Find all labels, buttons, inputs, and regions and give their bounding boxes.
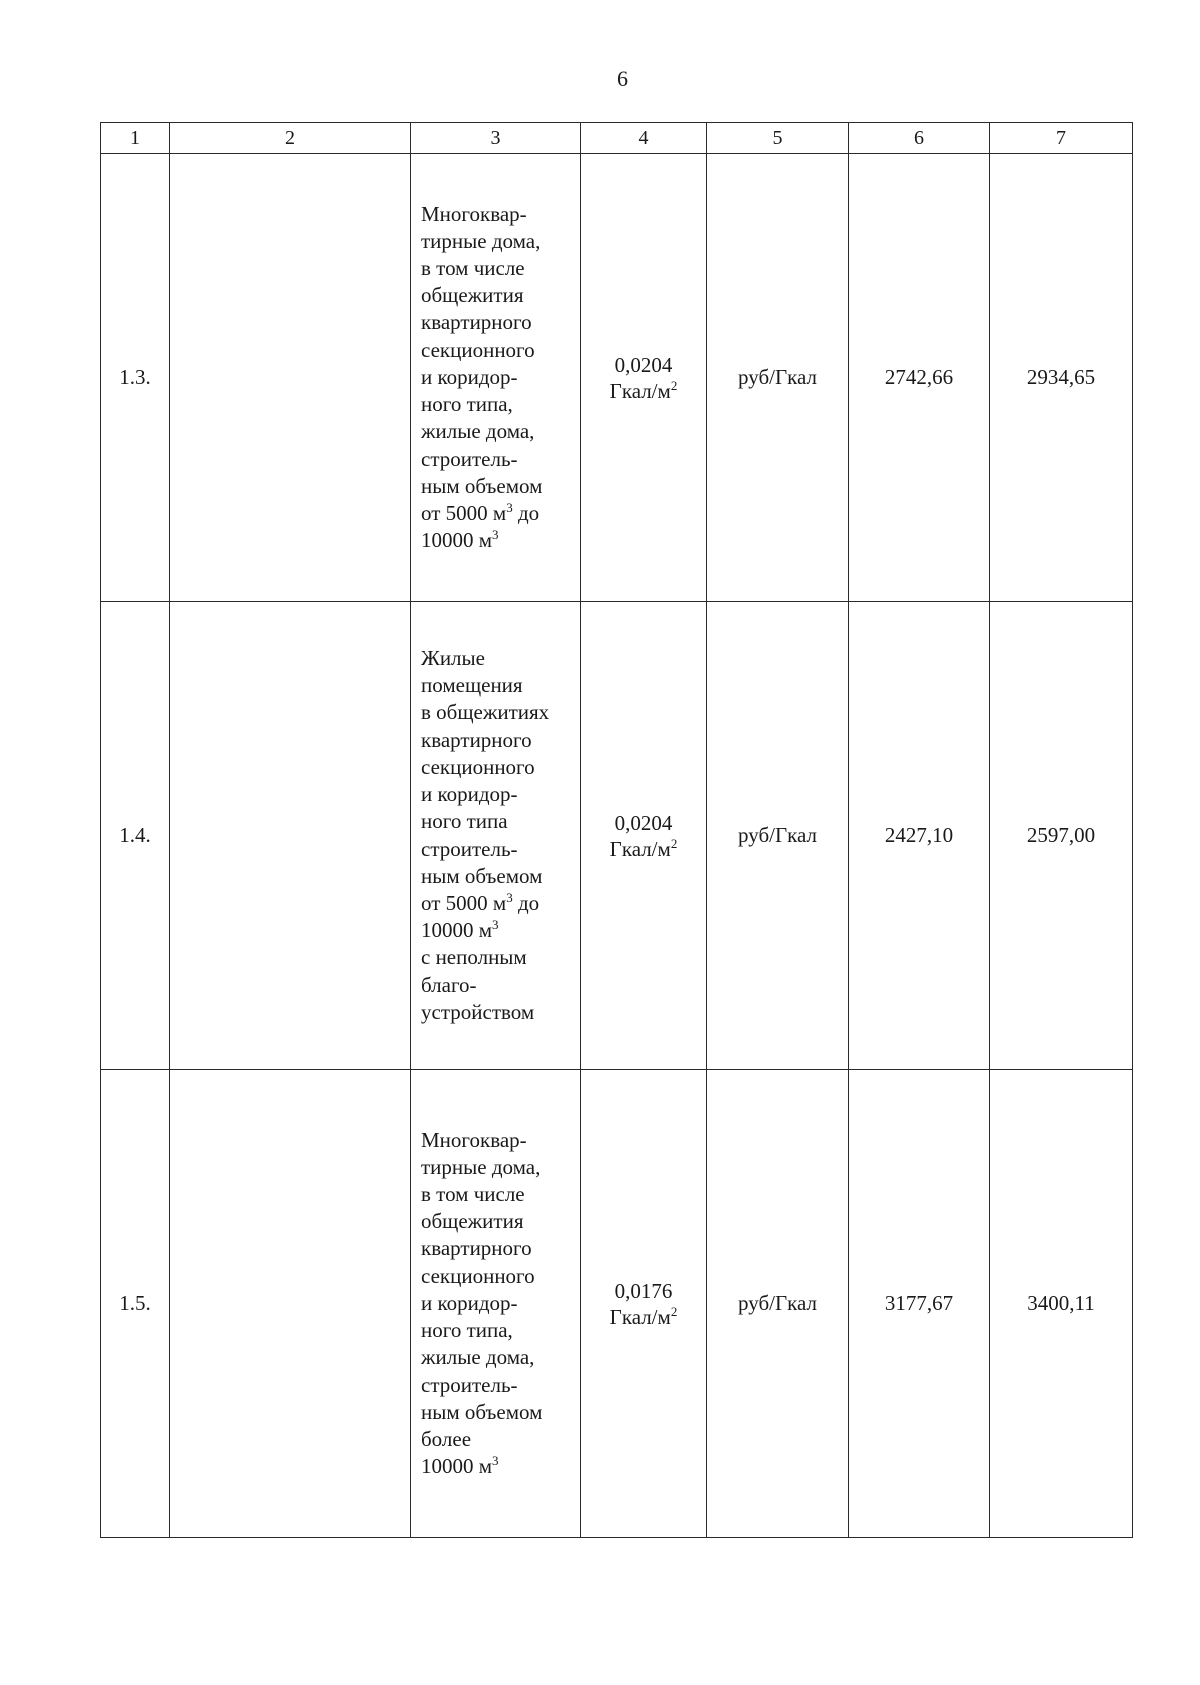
row-unit: руб/Гкал (707, 1070, 849, 1538)
description-line: Многоквар- (421, 201, 527, 226)
row-price-b: 2597,00 (990, 602, 1133, 1070)
description-line: квартирного (421, 727, 532, 752)
description-line: 10000 $м^3$ (421, 527, 499, 553)
description-line: секционного (421, 337, 535, 362)
table-row (101, 1070, 1133, 1538)
description-line: квартирного (421, 310, 532, 335)
description-line: устройством (421, 999, 535, 1024)
description-line: благо- (421, 972, 477, 997)
description-line: секционного (421, 1263, 535, 1288)
description-line: помещения (421, 673, 523, 698)
norm-unit: Гкал/$м^2$ (609, 1303, 678, 1329)
description-line: в общежитиях (421, 700, 550, 725)
description-line: 10000 $м^3$ (421, 917, 499, 943)
norm-value: 0,0204 (614, 810, 673, 835)
header-row (101, 123, 1133, 154)
norm-value: 0,0204 (614, 352, 673, 377)
tariff-table (100, 122, 1133, 1538)
page-number: 6 (617, 66, 628, 91)
description-line: жилые дома, (421, 1345, 535, 1370)
row-index: 1.5. (101, 1070, 170, 1538)
row-price-b: 3400,11 (990, 1070, 1133, 1538)
table-row (101, 602, 1133, 1070)
description-line: Многоквар- (421, 1127, 527, 1152)
description-line: квартирного (421, 1236, 532, 1261)
row-unit: руб/Гкал (707, 602, 849, 1070)
row-price-a: 3177,67 (849, 1070, 990, 1538)
row-category (170, 602, 411, 1070)
row-index: 1.3. (101, 154, 170, 602)
description-line: секционного (421, 754, 535, 779)
description-line: жилые дома, (421, 419, 535, 444)
row-category (170, 154, 411, 602)
row-description (411, 602, 581, 1070)
description-line: с неполным (421, 945, 527, 970)
description-line: общежития (421, 283, 524, 308)
col-header-7: 7 (990, 123, 1133, 154)
row-index: 1.4. (101, 602, 170, 1070)
description-line: от 5000 $м^3$ до (421, 499, 540, 525)
description-line: общежития (421, 1209, 524, 1234)
row-norm (581, 602, 707, 1070)
col-header-1: 1 (101, 123, 170, 154)
row-description (411, 1070, 581, 1538)
norm-unit: Гкал/$м^2$ (609, 835, 678, 861)
col-header-4: 4 (581, 123, 707, 154)
col-header-2: 2 (170, 123, 411, 154)
description-line: строитель- (421, 446, 518, 471)
description-line: тирные дома, (421, 1154, 541, 1179)
row-price-a: 2427,10 (849, 602, 990, 1070)
row-description (411, 154, 581, 602)
description-line: строитель- (421, 1372, 518, 1397)
row-category (170, 1070, 411, 1538)
table-row (101, 154, 1133, 602)
row-unit: руб/Гкал (707, 154, 849, 602)
row-norm (581, 154, 707, 602)
description-line: ным объемом (421, 863, 543, 888)
col-header-3: 3 (411, 123, 581, 154)
description-line: и коридор- (421, 364, 518, 389)
description-line: от 5000 $м^3$ до (421, 889, 540, 915)
description-line: тирные дома, (421, 228, 541, 253)
description-line: ного типа (421, 809, 508, 834)
description-line: 10000 $м^3$ (421, 1453, 499, 1479)
description-line: ного типа, (421, 1318, 513, 1343)
description-line: ного типа, (421, 392, 513, 417)
norm-unit: Гкал/$м^2$ (609, 377, 678, 403)
row-norm (581, 1070, 707, 1538)
description-line: ным объемом (421, 1399, 543, 1424)
description-line: более (421, 1426, 472, 1451)
description-line: Жилые (421, 646, 485, 671)
col-header-6: 6 (849, 123, 990, 154)
description-line: и коридор- (421, 782, 518, 807)
description-line: ным объемом (421, 473, 543, 498)
norm-value: 0,0176 (614, 1278, 673, 1303)
description-line: в том числе (421, 256, 525, 281)
description-line: в том числе (421, 1182, 525, 1207)
description-line: и коридор- (421, 1290, 518, 1315)
description-line: строитель- (421, 836, 518, 861)
row-price-b: 2934,65 (990, 154, 1133, 602)
row-price-a: 2742,66 (849, 154, 990, 602)
col-header-5: 5 (707, 123, 849, 154)
